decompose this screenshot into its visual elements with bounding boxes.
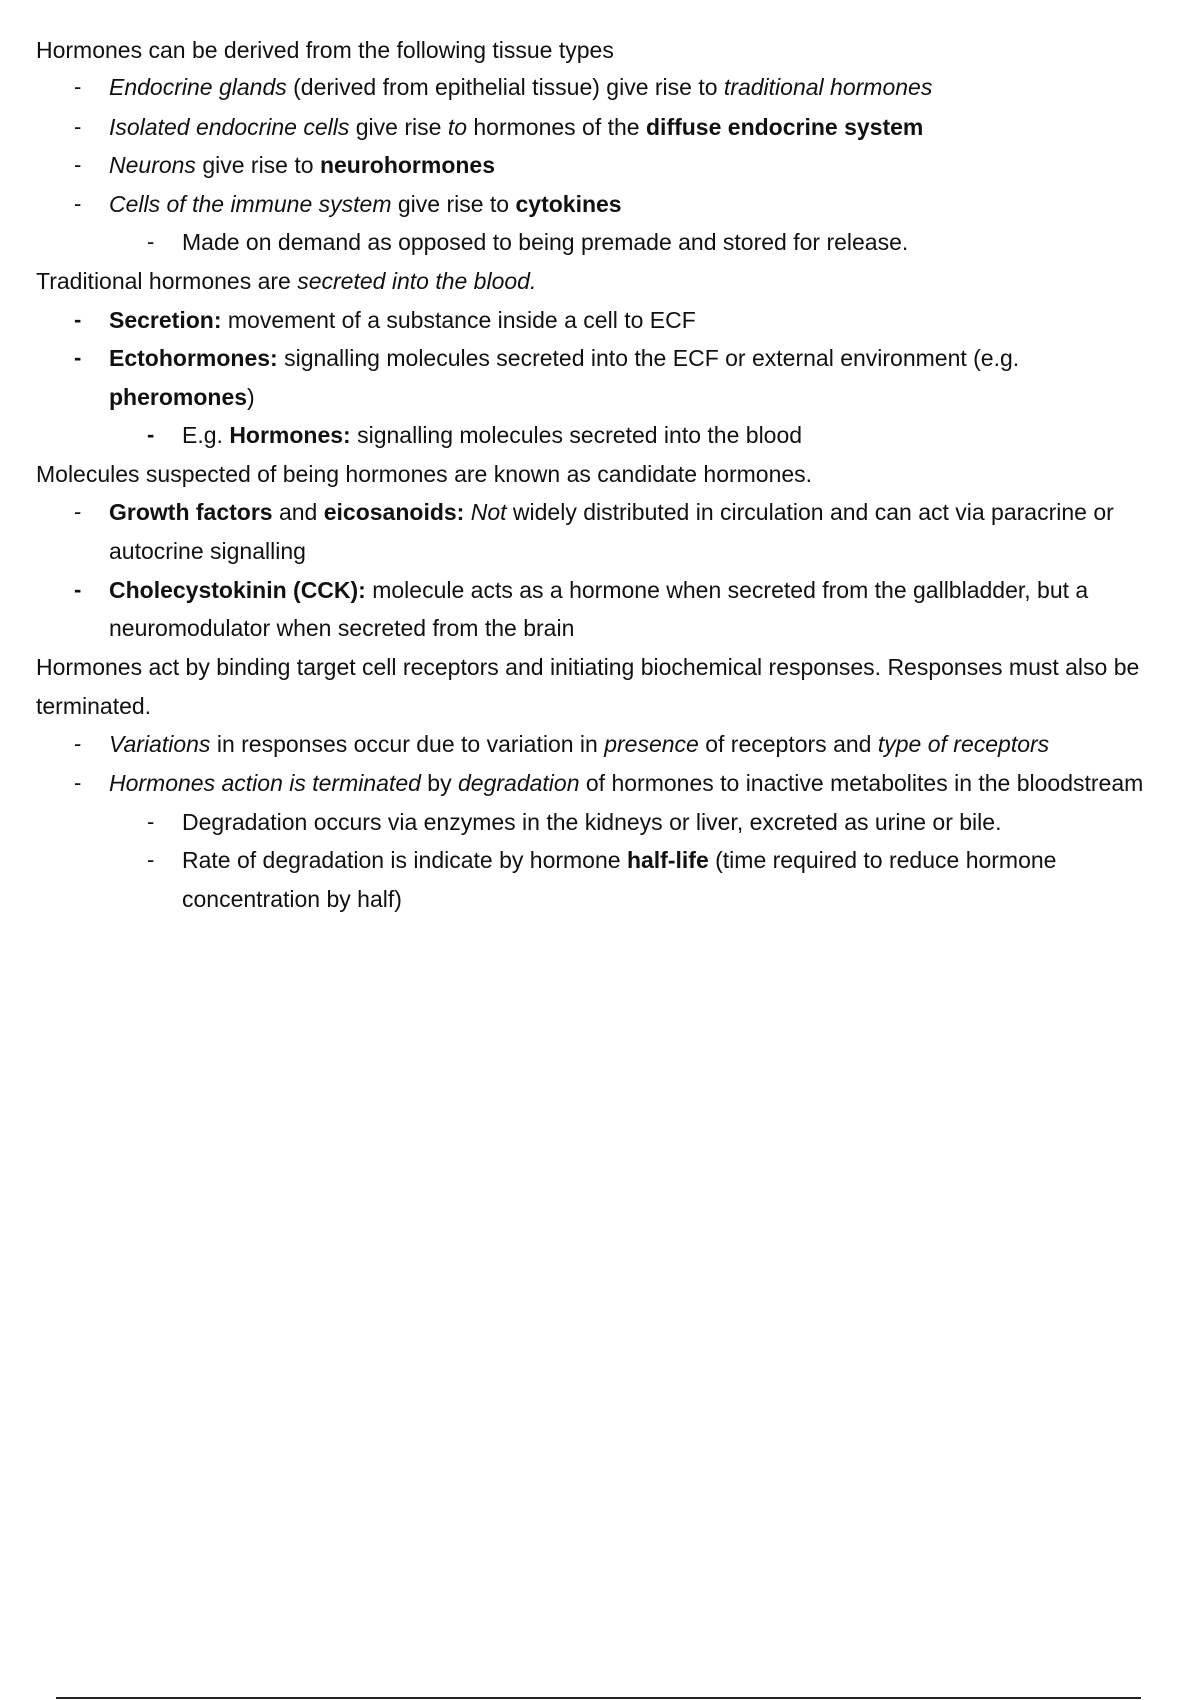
text-segment: of receptors and [698,731,878,757]
bullet-dash: - [147,422,155,447]
bullet-dash: - [147,809,155,834]
text-line-l19 [109,730,1049,758]
text-segment: Hormones: [229,422,351,448]
text-segment: give rise to [391,191,516,217]
text-segment: Not [470,499,507,525]
text-segment: (derived from epithelial tissue) give rise to [286,74,724,100]
text-line-l16 [109,614,574,642]
text-line-l6 [182,228,908,256]
text-line-l18 [36,692,151,720]
text-segment: Ectohormones: [109,345,278,371]
text-line-l7 [36,267,536,295]
bullet-dash: - [147,229,155,254]
text-segment: pheromones [109,384,248,410]
text-segment: Made on demand as opposed to being premade and stored for release. [182,229,909,255]
text-segment: Rate of degradation is indicate by hormone [182,847,627,873]
text-segment: autocrine signalling [109,538,306,564]
text-segment: signalling molecules secreted into the ECF or external environment (e.g. [277,345,1020,371]
text-line-l11 [182,421,802,449]
text-segment: give rise to [195,152,320,178]
text-segment: to [447,114,467,140]
text-segment: half-life [626,847,709,873]
text-segment: of hormones to inactive metabolites in the bloodstream [579,770,1144,796]
text-segment: Traditional hormones are [36,268,298,294]
bullet-dash: - [74,770,82,795]
text-segment: eicosanoids: [323,499,465,525]
text-segment: molecule acts as a hormone when secreted from the gallbladder, but a [365,577,1089,603]
text-segment: Hormones action is terminated [109,770,421,796]
bullet-dash: - [74,74,82,99]
bullet-dash: - [147,847,155,872]
text-segment: Neurons [109,152,196,178]
text-segment: Variations [109,731,211,757]
bullet-dash: - [74,577,82,602]
text-segment: Cells of the immune system [109,191,392,217]
text-segment: Isolated endocrine cells [109,114,350,140]
bullet-dash: - [74,345,82,370]
text-line-l8 [109,306,696,334]
text-segment: signalling molecules secreted into the blood [350,422,803,448]
text-segment: neurohormones [319,152,496,178]
text-segment: (time required to reduce hormone [708,847,1057,873]
text-segment: type of receptors [877,731,1050,757]
text-line-l2 [109,73,932,101]
text-segment: Cholecystokinin (CCK): [109,577,366,603]
text-line-l9 [109,344,1019,372]
text-segment: give rise [349,114,448,140]
text-segment: cytokines [515,191,622,217]
text-segment: diffuse endocrine system [646,114,924,140]
text-segment: traditional hormones [723,74,933,100]
text-segment: hormones of the [467,114,646,140]
text-line-l3 [109,113,923,141]
text-segment: Endocrine glands [109,74,287,100]
text-segment: Secretion: [109,307,222,333]
text-line-l23 [182,885,402,913]
bullet-dash: - [74,731,82,756]
footer-rule [56,1697,1141,1699]
text-segment: E.g. [182,422,230,448]
bullet-dash: - [74,114,82,139]
text-segment: neuromodulator when secreted from the brain [109,615,575,641]
text-segment: ) [247,384,255,410]
text-segment: Growth factors [109,499,273,525]
text-segment: terminated. [36,693,152,719]
bullet-dash: - [74,307,82,332]
text-segment: Degradation occurs via enzymes in the kidneys or liver, excreted as urine or bile. [182,809,1002,835]
bullet-dash: - [74,152,82,177]
text-line-l1 [36,36,614,64]
text-line-l5 [109,190,622,218]
text-line-l12 [36,460,812,488]
text-segment: widely distributed in circulation and can act via paracrine or [506,499,1114,525]
text-line-l14 [109,537,306,565]
text-segment: and [272,499,324,525]
text-line-l22 [182,846,1056,874]
text-line-l13 [109,498,1114,526]
text-line-l20 [109,769,1143,797]
text-segment: secreted into the blood. [297,268,537,294]
text-line-l15 [109,576,1088,604]
bullet-dash: - [74,191,82,216]
text-segment: Hormones can be derived from the following tissue types [36,37,614,63]
text-segment: Hormones act by binding target cell receptors and initiating biochemical responses. Responses must also be [36,654,1140,680]
text-segment: presence [604,731,699,757]
text-line-l4 [109,151,495,179]
text-line-l21 [182,808,1001,836]
text-segment: movement of a substance inside a cell to ECF [221,307,696,333]
text-segment: in responses occur due to variation in [210,731,605,757]
bullet-dash: - [74,499,82,524]
text-segment: concentration by half) [182,886,402,912]
text-segment: by [420,770,458,796]
text-segment: Molecules suspected of being hormones are known as candidate hormones. [36,461,813,487]
text-line-l17 [36,653,1139,681]
text-line-l10 [109,383,255,411]
text-segment: degradation [458,770,580,796]
